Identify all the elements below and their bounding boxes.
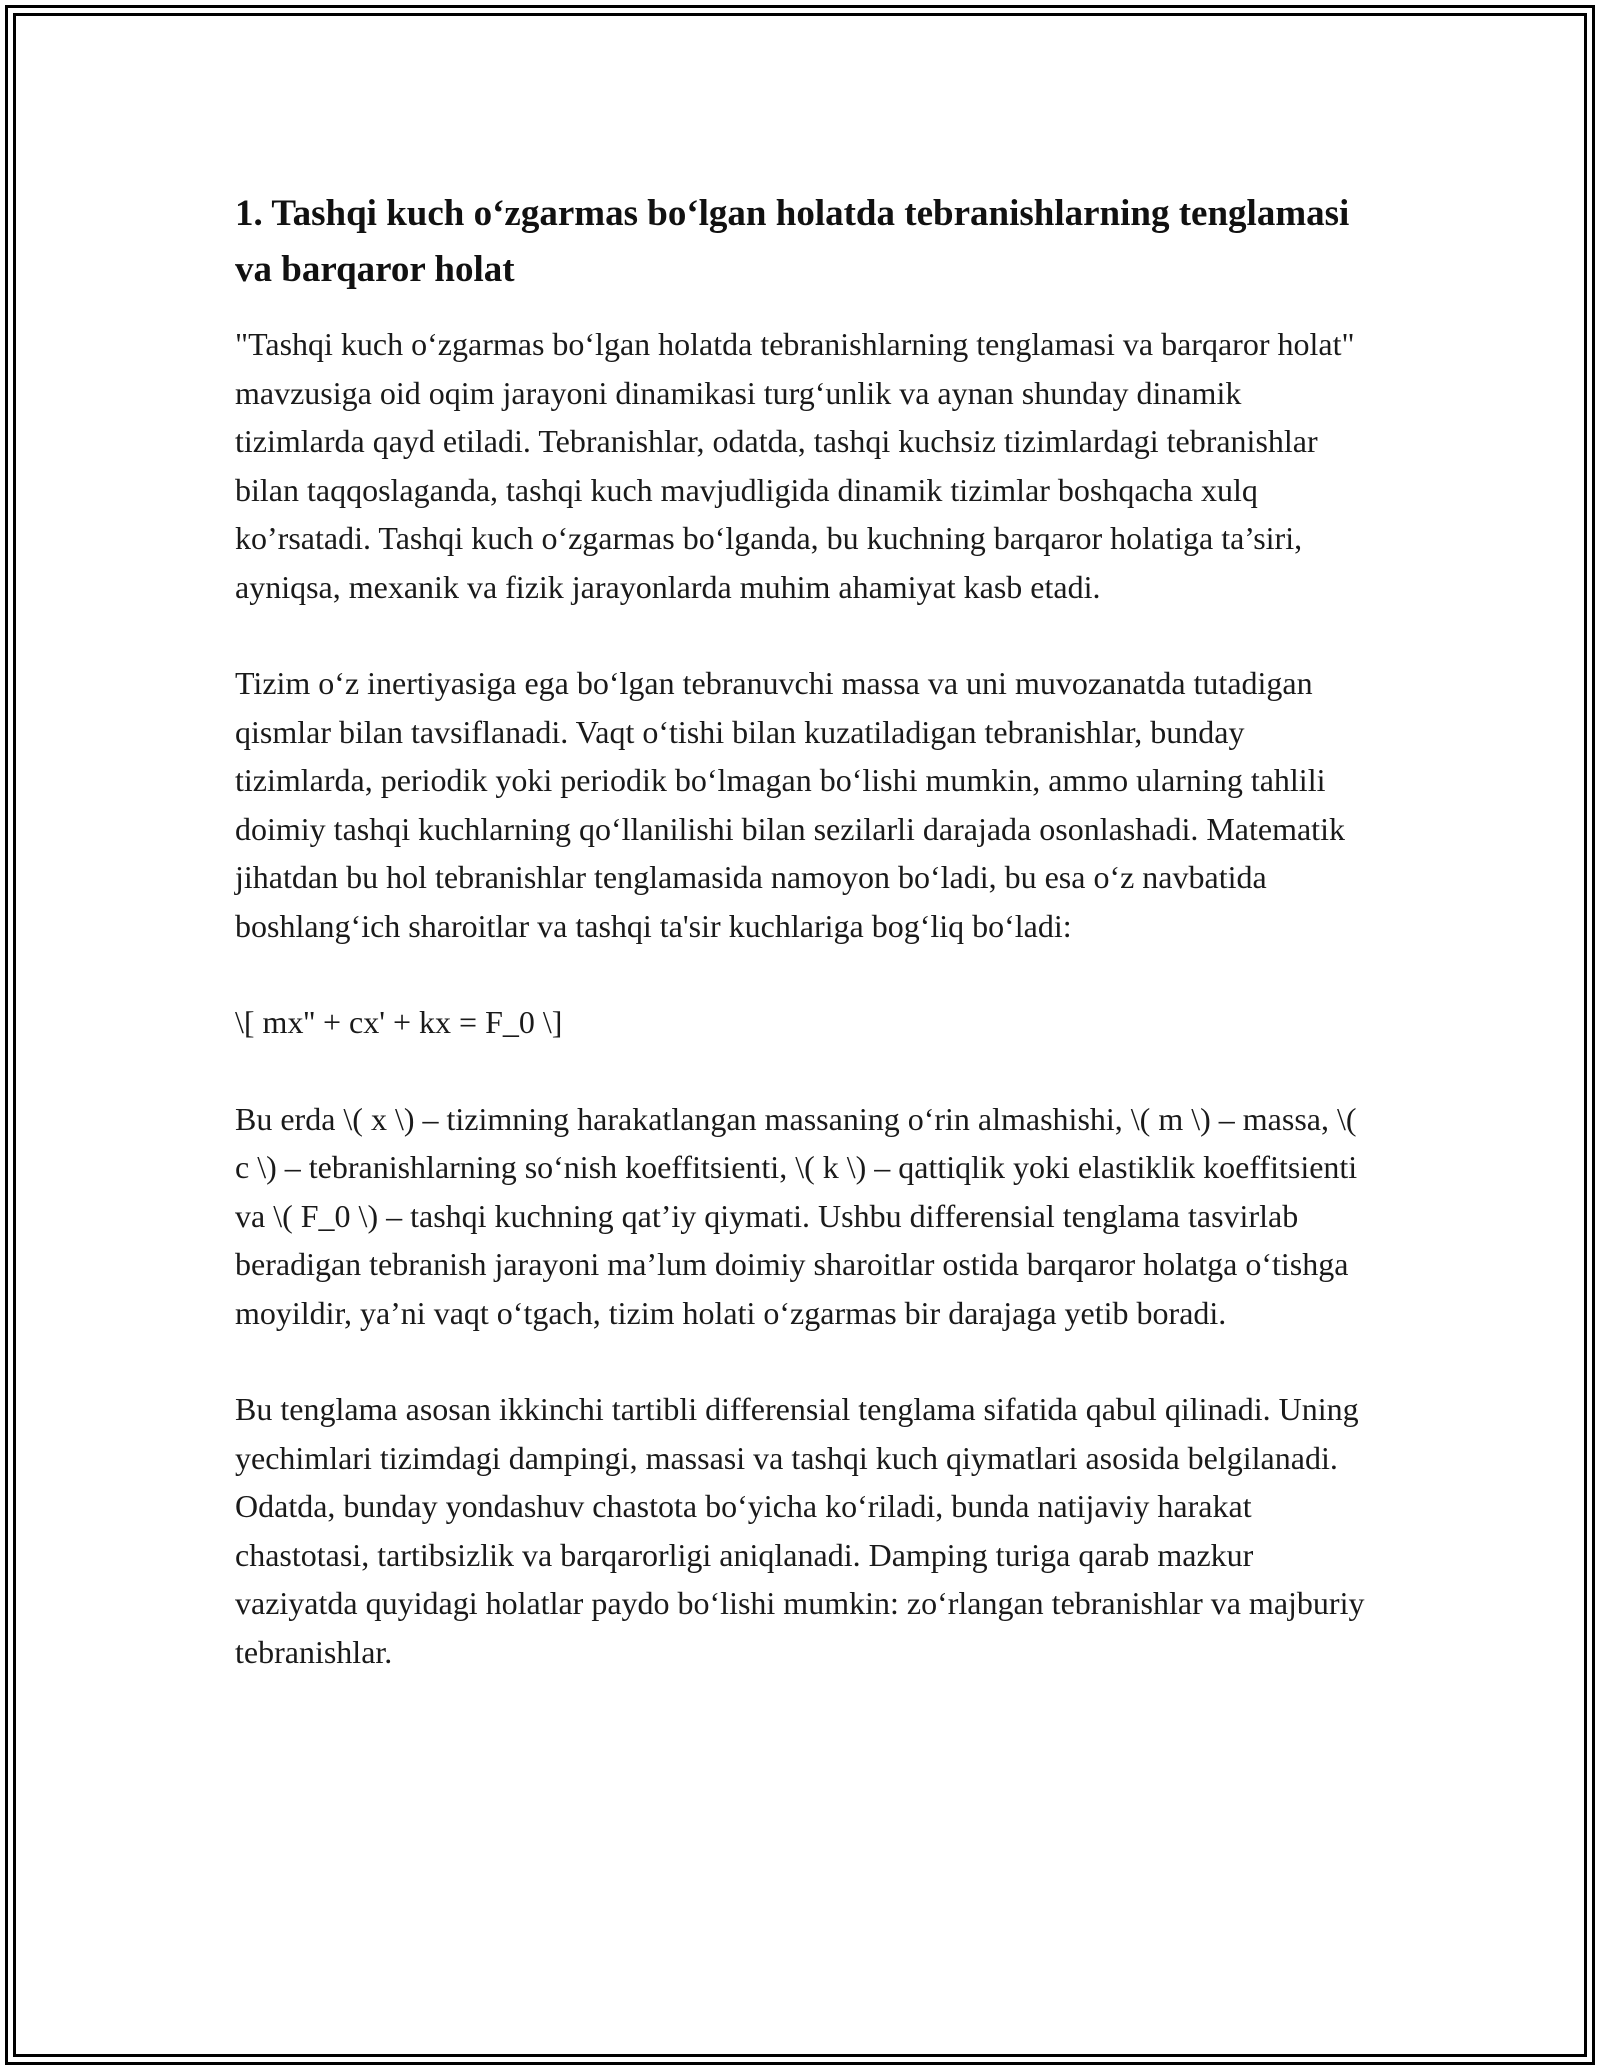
document-page (235, 186, 1365, 1724)
paragraph-solution: Bu tenglama asosan ikkinchi tartibli differensial tenglama sifatida qabul qilinadi. Uning yechimlari tizimdagi dampingi, massasi va tashqi kuch qiymatlari asosida belgilanadi. Odatda, bunday yondashuv chastota bo‘yicha ko‘riladi, bunda natijaviy harakat chastotasi, tartibsizlik va barqarorligi aniqlanadi. Damping turiga qarab mazkur vaziyatda quyidagi holatlar paydo bo‘lishi mumkin: zo‘rlangan tebranishlar va majburiy tebranishlar. (235, 1391, 1365, 1670)
section-heading: 1. Tashqi kuch o‘zgarmas bo‘lgan holatda tebranishlarning tenglamasi va barqaror holat (235, 193, 1350, 290)
paragraph-intro: "Tashqi kuch o‘zgarmas bo‘lgan holatda tebranishlarning tenglamasi va barqaror holat" mavzusiga oid oqim jarayoni dinamikasi turg‘unlik va aynan shunday dinamik tizimlarda qayd etiladi. Tebranishlar, odatda, tashqi kuchsiz tizimlardagi tebranishlar bilan taqqoslaganda, tashqi kuch mavjudligida dinamik tizimlar boshqacha xulq ko’rsatadi. Tashqi kuch o‘zgarmas bo‘lganda, bu kuchning barqaror holatiga ta’siri, ayniqsa, mexanik va fizik jarayonlarda muhim ahamiyat kasb etadi. (235, 326, 1355, 605)
paragraph-variables: Bu erda \( x \) – tizimning harakatlangan massaning o‘rin almashishi, \( m \) – massa, \( c \) – tebranishlarning so‘nish koeffitsienti, \( k \) – qattiqlik yoki elastiklik koeffitsienti va \( F_0 \) – tashqi kuchning qat’iy qiymati. Ushbu differensial tenglama tasvirlab beradigan tebranish jarayoni ma’lum doimiy sharoitlar ostida barqaror holatga o‘tishga moyildir, ya’ni vaqt o‘tgach, tizim holati o‘zgarmas bir darajaga yetib boradi. (235, 1100, 1358, 1331)
paragraph-system: Tizim o‘z inertiyasiga ega bo‘lgan tebranuvchi massa va uni muvozanatda tutadigan qismlar bilan tavsiflanadi. Vaqt o‘tishi bilan kuzatiladigan tebranishlar, bunday tizimlarda, periodik yoki periodik bo‘lmagan bo‘lishi mumkin, ammo ularning tahlili doimiy tashqi kuchlarning qo‘llanilishi bilan sezilarli darajada osonlashadi. Matematik jihatdan bu hol tebranishlar tenglamasida namoyon bo‘ladi, bu esa o‘z navbatida boshlang‘ich sharoitlar va tashqi ta'sir kuchlariga bog‘liq bo‘ladi: (235, 665, 1345, 944)
equation: \[ mx'' + cx' + kx = F_0 \] (235, 1004, 563, 1040)
